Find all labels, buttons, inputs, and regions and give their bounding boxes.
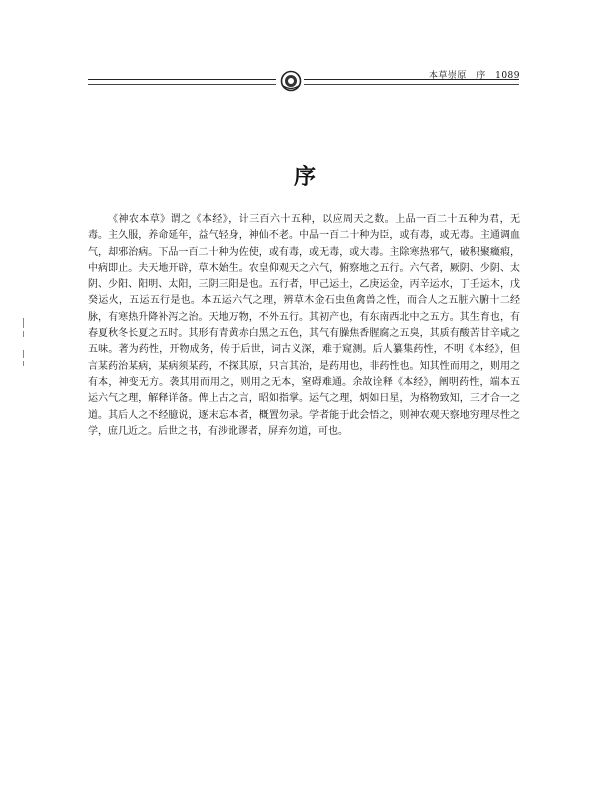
header-rule-left-thin — [88, 84, 276, 85]
ornament-emblem-icon — [280, 70, 302, 92]
preface-body: 《神农本草》谓之《本经》，计三百六十五种，以应周天之数。上品一百二十五种为君，无毒。主久服，养命延年，益气轻身，神仙不老。中品一百二十种为臣，或有毒，或无毒。主通调血气，却邪治病。下品一百二十种为佐使，或有毒，或无毒，或大毒。主除寒热邪气，破积聚癥瘕，中病即止。夫天地开辟，草木始生。农皇仰观天之六气，俯察地之五行。六气者，厥阴、少阴、太阴、少阳、阳明、太阳，三阴三阳是也。五行者，甲己运土，乙庚运金，丙辛运水，丁壬运木，戊癸运火，五运五行是也。本五运六气之理，辨草木金石虫鱼禽兽之性，而合人之五脏六腑十二经脉，有寒热升降补泻之治。天地万物，不外五行。其初产也，有东南西北中之五方。其生育也，有春夏秋冬长夏之五时。其形有青黄赤白黑之五色，其气有臊焦香腥腐之五臭，其质有酸苦甘辛咸之五味。著为药性，开物成务，传于后世，词古义深，难于窥测。后人纂集药性，不明《本经》，但言某药治某病，某病须某药，不探其原，只言其治，是药用也，非药性也。知其性而用之，则用之有本，神变无方。袭其用而用之，则用之无本，窒碍难通。余故诠释《本经》，阐明药性，端本五运六气之理，解释详备。俾上古之言，昭如指掌。运气之理，炳如日星，为格物致知，三才合一之道。其后人之不经臆说，逐末忘本者，概置勿录。学者能于此会悟之，则神农观天察地穷理尽性之学，庶几近之。后世之书，有涉讹谬者，屏弃勿道，可也。 — [88, 214, 520, 437]
book-title: 本草崇原 — [428, 71, 467, 81]
header-rule-right-thin — [304, 84, 519, 85]
margin-mark — [20, 318, 26, 340]
page-header — [0, 68, 612, 98]
page-number: 1089 — [495, 71, 520, 81]
section-label: 序 — [476, 71, 486, 81]
page-title: 序 — [293, 164, 318, 190]
header-rule-left — [88, 79, 276, 80]
running-head — [423, 68, 520, 81]
margin-mark — [20, 350, 26, 369]
